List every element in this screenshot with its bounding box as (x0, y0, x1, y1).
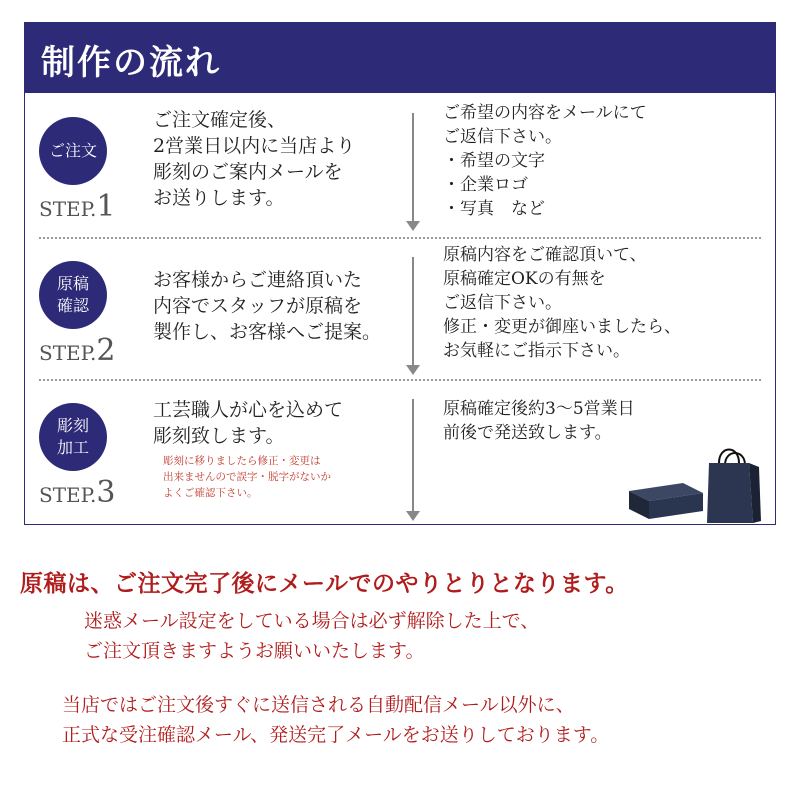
arrow-down-icon (412, 113, 414, 223)
arrow-head-icon (406, 365, 420, 375)
step-3-label (39, 475, 116, 510)
page-title: 制作の流れ (41, 43, 221, 83)
arrow-head-icon (406, 221, 420, 231)
arrow-down-icon (412, 399, 414, 513)
step-2-label (39, 333, 116, 368)
notice-line-2: ご注文頂きますようお願いいたします。 (84, 640, 425, 662)
step-1-description: ご注文確定後、 2営業日以内に当店より 彫刻のご案内メールを お送りします。 (153, 109, 356, 209)
arrow-down-icon (412, 257, 414, 367)
step-1-customer-action: ご希望の内容をメールにて ご返信下さい。 ・希望の文字 ・企業ロゴ ・写真 など (443, 103, 647, 219)
step-1-badge: ご注文 (39, 117, 107, 185)
shopping-bag-icon (701, 441, 763, 525)
step-prefix: STEP. (39, 483, 97, 507)
notice-line-4: 正式な受注確認メール、発送完了メールをお送りしております。 (62, 724, 610, 746)
step-2-customer-action: 原稿内容をご確認頂いて、 原稿確定OKの有無を ご返信下さい。 修正・変更が御座いましたら、 お気軽にご指示下さい。 (443, 245, 681, 361)
step-2 (25, 239, 775, 379)
step-1-label (39, 189, 116, 224)
step-2-badge: 原稿 確認 (39, 261, 107, 329)
step-number: 3 (96, 475, 116, 510)
notice-headline: 原稿は、ご注文完了後にメールでのやりとりとなります。 (20, 570, 629, 597)
step-3-badge: 彫刻 加工 (39, 403, 107, 471)
step-3 (25, 381, 775, 523)
step-prefix: STEP. (39, 341, 97, 365)
step-2-description: お客様からご連絡頂いた 内容でスタッフが原稿を 製作し、お客様へご提案。 (153, 269, 382, 343)
step-3-shipping-info: 原稿確定後約3～5営業日 前後で発送致します。 (443, 399, 635, 443)
arrow-head-icon (406, 511, 420, 521)
step-3-description: 工芸職人が心を込めて 彫刻致します。 (153, 399, 344, 447)
step-number: 2 (96, 333, 116, 368)
step-1 (25, 93, 775, 237)
notice-line-3: 当店ではご注文後すぐに送信される自動配信メール以外に、 (62, 694, 575, 716)
header-bar (25, 23, 775, 93)
step-prefix: STEP. (39, 197, 97, 221)
notice-line-1: 迷惑メール設定をしている場合は必ず解除した上で、 (84, 610, 540, 632)
step-number: 1 (96, 189, 116, 224)
step-3-warning-note: 彫刻に移りましたら修正・変更は 出来ませんので誤字・脱字がないか よくご確認下さい。 (163, 455, 331, 499)
gift-box-icon (625, 479, 705, 523)
production-flow-panel (24, 22, 776, 525)
